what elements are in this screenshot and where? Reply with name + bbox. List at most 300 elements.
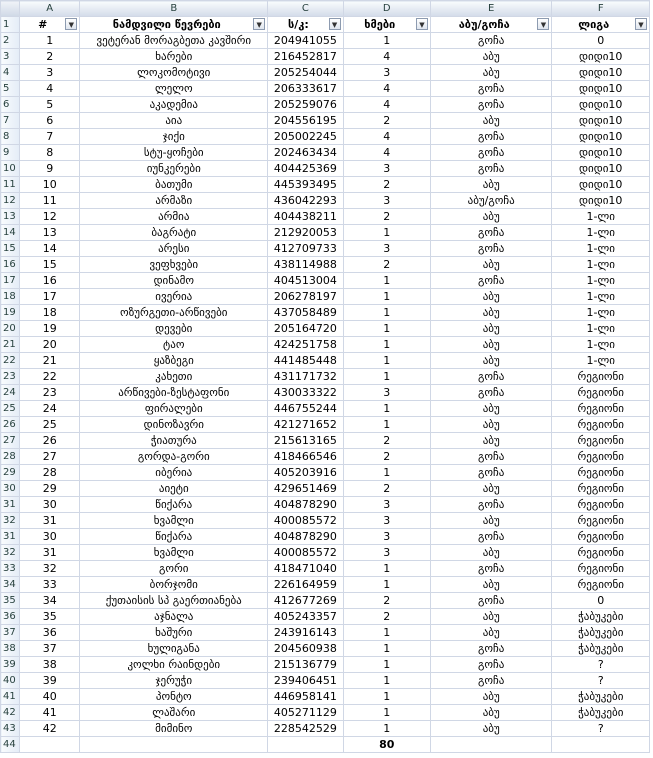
cell-votes[interactable]: 2 xyxy=(343,433,430,449)
cell-tax-id[interactable]: 205164720 xyxy=(268,321,343,337)
cell-votes[interactable]: 2 xyxy=(343,113,430,129)
cell-number[interactable]: 38 xyxy=(20,657,80,673)
cell-votes[interactable]: 1 xyxy=(343,689,430,705)
cell-number[interactable]: 17 xyxy=(20,289,80,305)
cell-votes[interactable]: 2 xyxy=(343,449,430,465)
cell-votes[interactable]: 4 xyxy=(343,97,430,113)
cell-votes[interactable]: 1 xyxy=(343,353,430,369)
cell-votes[interactable]: 3 xyxy=(343,193,430,209)
cell-tax-id[interactable]: 446755244 xyxy=(268,401,343,417)
row-header[interactable]: 9 xyxy=(1,145,20,161)
cell-tax-id[interactable]: 206278197 xyxy=(268,289,343,305)
dropdown-filter-icon[interactable]: ▼ xyxy=(635,18,647,30)
cell-league[interactable]: 1-ლი xyxy=(552,241,650,257)
cell-number[interactable]: 25 xyxy=(20,417,80,433)
cell-number[interactable]: 12 xyxy=(20,209,80,225)
cell-abu-gocha[interactable]: აბუ xyxy=(430,305,552,321)
cell-votes[interactable]: 1 xyxy=(343,225,430,241)
row-header[interactable]: 10 xyxy=(1,161,20,177)
row-header[interactable]: 3 xyxy=(1,49,20,65)
cell-member-name[interactable]: არმაზი xyxy=(80,193,268,209)
cell-league[interactable]: დიდი10 xyxy=(552,113,650,129)
dropdown-filter-icon[interactable]: ▼ xyxy=(253,18,265,30)
cell-votes[interactable]: 2 xyxy=(343,177,430,193)
cell-number[interactable]: 26 xyxy=(20,433,80,449)
cell-votes[interactable]: 1 xyxy=(343,321,430,337)
header-cell-id[interactable] xyxy=(268,17,343,33)
empty-cell[interactable] xyxy=(80,737,268,753)
row-header[interactable]: 21 xyxy=(1,337,20,353)
row-header[interactable]: 20 xyxy=(1,321,20,337)
column-header-e[interactable]: E xyxy=(430,1,552,17)
cell-abu-gocha[interactable]: გოჩა xyxy=(430,129,552,145)
cell-abu-gocha[interactable]: აბუ xyxy=(430,257,552,273)
cell-league[interactable]: რეგიონი xyxy=(552,481,650,497)
cell-member-name[interactable]: მიმინო xyxy=(80,721,268,737)
cell-tax-id[interactable]: 206333617 xyxy=(268,81,343,97)
cell-member-name[interactable]: აიეტი xyxy=(80,481,268,497)
cell-member-name[interactable]: აჯნალა xyxy=(80,609,268,625)
cell-member-name[interactable]: ხვამლი xyxy=(80,513,268,529)
cell-tax-id[interactable]: 205259076 xyxy=(268,97,343,113)
column-header-b[interactable]: B xyxy=(80,1,268,17)
dropdown-filter-icon[interactable]: ▼ xyxy=(329,18,341,30)
empty-cell[interactable] xyxy=(430,737,552,753)
cell-votes[interactable]: 3 xyxy=(343,545,430,561)
cell-number[interactable]: 31 xyxy=(20,545,80,561)
cell-tax-id[interactable]: 215613165 xyxy=(268,433,343,449)
cell-league[interactable]: რეგიონი xyxy=(552,369,650,385)
cell-votes[interactable]: 1 xyxy=(343,369,430,385)
cell-abu-gocha[interactable]: აბუ xyxy=(430,689,552,705)
cell-league[interactable]: რეგიონი xyxy=(552,385,650,401)
cell-member-name[interactable]: ვეტერან მორაგბეთა კავშირი xyxy=(80,33,268,49)
cell-number[interactable]: 7 xyxy=(20,129,80,145)
dropdown-filter-icon[interactable]: ▼ xyxy=(537,18,549,30)
column-header-a[interactable]: A xyxy=(20,1,80,17)
cell-number[interactable]: 2 xyxy=(20,49,80,65)
cell-member-name[interactable]: აკადემია xyxy=(80,97,268,113)
cell-abu-gocha[interactable]: აბუ xyxy=(430,609,552,625)
row-header[interactable]: 5 xyxy=(1,81,20,97)
cell-number[interactable]: 42 xyxy=(20,721,80,737)
cell-league[interactable]: რეგიონი xyxy=(552,433,650,449)
select-all-corner[interactable] xyxy=(1,1,20,17)
cell-member-name[interactable]: კოლხი რაინდები xyxy=(80,657,268,673)
row-header[interactable]: 35 xyxy=(1,593,20,609)
cell-tax-id[interactable]: 412709733 xyxy=(268,241,343,257)
cell-tax-id[interactable]: 216452817 xyxy=(268,49,343,65)
cell-league[interactable]: რეგიონი xyxy=(552,545,650,561)
cell-league[interactable]: რეგიონი xyxy=(552,417,650,433)
empty-cell[interactable] xyxy=(552,737,650,753)
row-header[interactable]: 16 xyxy=(1,257,20,273)
cell-member-name[interactable]: ხაშური xyxy=(80,625,268,641)
cell-member-name[interactable]: არესი xyxy=(80,241,268,257)
cell-member-name[interactable]: ვეფხვები xyxy=(80,257,268,273)
cell-league[interactable]: 0 xyxy=(552,33,650,49)
cell-league[interactable]: 1-ლი xyxy=(552,273,650,289)
cell-tax-id[interactable]: 424251758 xyxy=(268,337,343,353)
row-header[interactable]: 24 xyxy=(1,385,20,401)
row-header[interactable]: 39 xyxy=(1,657,20,673)
cell-number[interactable]: 11 xyxy=(20,193,80,209)
cell-member-name[interactable]: პონტო xyxy=(80,689,268,705)
header-cell-abu-gocha[interactable] xyxy=(430,17,552,33)
cell-tax-id[interactable]: 212920053 xyxy=(268,225,343,241)
cell-tax-id[interactable]: 430033322 xyxy=(268,385,343,401)
dropdown-filter-icon[interactable]: ▼ xyxy=(416,18,428,30)
cell-number[interactable]: 4 xyxy=(20,81,80,97)
cell-league[interactable]: რეგიონი xyxy=(552,561,650,577)
row-header[interactable]: 43 xyxy=(1,721,20,737)
cell-votes[interactable]: 3 xyxy=(343,497,430,513)
cell-abu-gocha[interactable]: აბუ xyxy=(430,545,552,561)
cell-league[interactable]: 1-ლი xyxy=(552,225,650,241)
cell-number[interactable]: 27 xyxy=(20,449,80,465)
cell-abu-gocha[interactable]: აბუ xyxy=(430,625,552,641)
cell-tax-id[interactable]: 205002245 xyxy=(268,129,343,145)
cell-abu-gocha[interactable]: აბუ xyxy=(430,113,552,129)
cell-number[interactable]: 21 xyxy=(20,353,80,369)
cell-league[interactable]: რეგიონი xyxy=(552,497,650,513)
cell-member-name[interactable]: იბერია xyxy=(80,465,268,481)
cell-member-name[interactable]: ფირალები xyxy=(80,401,268,417)
cell-number[interactable]: 41 xyxy=(20,705,80,721)
cell-league[interactable]: დიდი10 xyxy=(552,177,650,193)
cell-votes[interactable]: 4 xyxy=(343,49,430,65)
column-header-f[interactable]: F xyxy=(552,1,650,17)
cell-abu-gocha[interactable]: გოჩა xyxy=(430,225,552,241)
cell-number[interactable]: 34 xyxy=(20,593,80,609)
cell-member-name[interactable]: არწივები-ზესტაფონი xyxy=(80,385,268,401)
row-header[interactable]: 27 xyxy=(1,433,20,449)
cell-tax-id[interactable]: 405243357 xyxy=(268,609,343,625)
cell-number[interactable]: 16 xyxy=(20,273,80,289)
cell-member-name[interactable]: წიქარა xyxy=(80,497,268,513)
row-header[interactable]: 40 xyxy=(1,673,20,689)
cell-abu-gocha[interactable]: აბუ xyxy=(430,289,552,305)
cell-abu-gocha[interactable]: გოჩა xyxy=(430,161,552,177)
cell-number[interactable]: 31 xyxy=(20,513,80,529)
cell-abu-gocha[interactable]: აბუ xyxy=(430,337,552,353)
cell-number[interactable]: 33 xyxy=(20,577,80,593)
cell-abu-gocha[interactable]: გოჩა xyxy=(430,145,552,161)
cell-tax-id[interactable]: 437058489 xyxy=(268,305,343,321)
cell-tax-id[interactable]: 421271652 xyxy=(268,417,343,433)
row-header[interactable]: 29 xyxy=(1,465,20,481)
total-votes-cell[interactable]: 80 xyxy=(343,737,430,753)
cell-number[interactable]: 37 xyxy=(20,641,80,657)
cell-league[interactable]: რეგიონი xyxy=(552,465,650,481)
cell-league[interactable]: 1-ლი xyxy=(552,321,650,337)
cell-member-name[interactable]: სტუ-ყოჩები xyxy=(80,145,268,161)
cell-votes[interactable]: 1 xyxy=(343,561,430,577)
cell-tax-id[interactable]: 446958141 xyxy=(268,689,343,705)
header-cell-league[interactable] xyxy=(552,17,650,33)
cell-votes[interactable]: 1 xyxy=(343,289,430,305)
sort-filter-icon[interactable]: ▼ xyxy=(65,18,77,30)
cell-league[interactable]: ჭაბუკები xyxy=(552,705,650,721)
cell-votes[interactable]: 1 xyxy=(343,337,430,353)
cell-votes[interactable]: 2 xyxy=(343,593,430,609)
row-header[interactable]: 17 xyxy=(1,273,20,289)
row-header[interactable]: 2 xyxy=(1,33,20,49)
cell-league[interactable]: რეგიონი xyxy=(552,529,650,545)
cell-league[interactable]: დიდი10 xyxy=(552,81,650,97)
cell-league[interactable]: ? xyxy=(552,721,650,737)
cell-number[interactable]: 35 xyxy=(20,609,80,625)
row-header[interactable]: 12 xyxy=(1,193,20,209)
row-header[interactable]: 32 xyxy=(1,513,20,529)
cell-abu-gocha[interactable]: აბუ xyxy=(430,481,552,497)
cell-league[interactable]: დიდი10 xyxy=(552,65,650,81)
empty-cell[interactable] xyxy=(268,737,343,753)
cell-abu-gocha[interactable]: აბუ/გოჩა xyxy=(430,193,552,209)
cell-member-name[interactable]: ივერია xyxy=(80,289,268,305)
cell-number[interactable]: 28 xyxy=(20,465,80,481)
row-header[interactable]: 33 xyxy=(1,561,20,577)
cell-member-name[interactable]: ხვამლი xyxy=(80,545,268,561)
row-header[interactable]: 19 xyxy=(1,305,20,321)
cell-tax-id[interactable]: 202463434 xyxy=(268,145,343,161)
row-header[interactable]: 36 xyxy=(1,609,20,625)
cell-tax-id[interactable]: 226164959 xyxy=(268,577,343,593)
cell-member-name[interactable]: დინოზავრი xyxy=(80,417,268,433)
cell-votes[interactable]: 1 xyxy=(343,625,430,641)
row-header[interactable]: 37 xyxy=(1,625,20,641)
cell-member-name[interactable]: ბორჯომი xyxy=(80,577,268,593)
row-header[interactable]: 23 xyxy=(1,369,20,385)
cell-votes[interactable]: 1 xyxy=(343,673,430,689)
cell-number[interactable]: 9 xyxy=(20,161,80,177)
cell-abu-gocha[interactable]: გოჩა xyxy=(430,497,552,513)
row-header[interactable]: 30 xyxy=(1,481,20,497)
cell-tax-id[interactable]: 418466546 xyxy=(268,449,343,465)
row-header[interactable]: 1 xyxy=(1,17,20,33)
header-cell-votes[interactable] xyxy=(343,17,430,33)
cell-abu-gocha[interactable]: აბუ xyxy=(430,721,552,737)
cell-tax-id[interactable]: 404425369 xyxy=(268,161,343,177)
cell-tax-id[interactable]: 405203916 xyxy=(268,465,343,481)
cell-abu-gocha[interactable]: აბუ xyxy=(430,513,552,529)
cell-number[interactable]: 20 xyxy=(20,337,80,353)
row-header[interactable]: 25 xyxy=(1,401,20,417)
cell-tax-id[interactable]: 445393495 xyxy=(268,177,343,193)
cell-abu-gocha[interactable]: აბუ xyxy=(430,65,552,81)
cell-votes[interactable]: 2 xyxy=(343,609,430,625)
cell-votes[interactable]: 1 xyxy=(343,657,430,673)
row-header[interactable]: 44 xyxy=(1,737,20,753)
cell-votes[interactable]: 3 xyxy=(343,385,430,401)
header-cell-members[interactable] xyxy=(80,17,268,33)
cell-number[interactable]: 22 xyxy=(20,369,80,385)
cell-abu-gocha[interactable]: გოჩა xyxy=(430,561,552,577)
cell-league[interactable]: ? xyxy=(552,673,650,689)
cell-tax-id[interactable]: 418471040 xyxy=(268,561,343,577)
cell-abu-gocha[interactable]: გოჩა xyxy=(430,465,552,481)
cell-tax-id[interactable]: 243916143 xyxy=(268,625,343,641)
cell-number[interactable]: 32 xyxy=(20,561,80,577)
cell-member-name[interactable]: ჯიქი xyxy=(80,129,268,145)
row-header[interactable]: 26 xyxy=(1,417,20,433)
cell-tax-id[interactable]: 205254044 xyxy=(268,65,343,81)
cell-league[interactable]: ჭაბუკები xyxy=(552,609,650,625)
cell-number[interactable]: 30 xyxy=(20,497,80,513)
row-header[interactable]: 28 xyxy=(1,449,20,465)
cell-votes[interactable]: 1 xyxy=(343,305,430,321)
cell-number[interactable]: 24 xyxy=(20,401,80,417)
cell-votes[interactable]: 1 xyxy=(343,465,430,481)
cell-league[interactable]: 1-ლი xyxy=(552,209,650,225)
cell-abu-gocha[interactable]: აბუ xyxy=(430,353,552,369)
row-header[interactable]: 13 xyxy=(1,209,20,225)
row-header[interactable]: 18 xyxy=(1,289,20,305)
cell-tax-id[interactable]: 404878290 xyxy=(268,497,343,513)
cell-league[interactable]: ? xyxy=(552,657,650,673)
cell-tax-id[interactable]: 228542529 xyxy=(268,721,343,737)
cell-league[interactable]: ჭაბუკები xyxy=(552,689,650,705)
cell-number[interactable]: 3 xyxy=(20,65,80,81)
cell-tax-id[interactable]: 404878290 xyxy=(268,529,343,545)
row-header[interactable]: 31 xyxy=(1,529,20,545)
column-header-d[interactable]: D xyxy=(343,1,430,17)
cell-member-name[interactable]: დევები xyxy=(80,321,268,337)
cell-votes[interactable]: 3 xyxy=(343,65,430,81)
row-header[interactable]: 7 xyxy=(1,113,20,129)
cell-votes[interactable]: 1 xyxy=(343,705,430,721)
cell-number[interactable]: 40 xyxy=(20,689,80,705)
cell-number[interactable]: 30 xyxy=(20,529,80,545)
cell-league[interactable]: რეგიონი xyxy=(552,577,650,593)
cell-votes[interactable]: 4 xyxy=(343,129,430,145)
cell-votes[interactable]: 3 xyxy=(343,529,430,545)
cell-tax-id[interactable]: 436042293 xyxy=(268,193,343,209)
cell-abu-gocha[interactable]: გოჩა xyxy=(430,673,552,689)
cell-abu-gocha[interactable]: აბუ xyxy=(430,49,552,65)
row-header[interactable]: 11 xyxy=(1,177,20,193)
cell-member-name[interactable]: ქუთაისის სპ გაერთიანება xyxy=(80,593,268,609)
cell-league[interactable]: დიდი10 xyxy=(552,145,650,161)
cell-number[interactable]: 23 xyxy=(20,385,80,401)
row-header[interactable]: 14 xyxy=(1,225,20,241)
cell-tax-id[interactable]: 239406451 xyxy=(268,673,343,689)
cell-abu-gocha[interactable]: გოჩა xyxy=(430,241,552,257)
empty-cell[interactable] xyxy=(20,737,80,753)
cell-number[interactable]: 5 xyxy=(20,97,80,113)
cell-abu-gocha[interactable]: აბუ xyxy=(430,417,552,433)
cell-member-name[interactable]: აია xyxy=(80,113,268,129)
cell-votes[interactable]: 2 xyxy=(343,257,430,273)
cell-member-name[interactable]: ჯერუჭი xyxy=(80,673,268,689)
cell-number[interactable]: 14 xyxy=(20,241,80,257)
cell-abu-gocha[interactable]: აბუ xyxy=(430,705,552,721)
cell-number[interactable]: 1 xyxy=(20,33,80,49)
cell-league[interactable]: 1-ლი xyxy=(552,305,650,321)
cell-votes[interactable]: 1 xyxy=(343,641,430,657)
cell-abu-gocha[interactable]: გოჩა xyxy=(430,449,552,465)
cell-tax-id[interactable]: 400085572 xyxy=(268,513,343,529)
cell-league[interactable]: დიდი10 xyxy=(552,129,650,145)
row-header[interactable]: 34 xyxy=(1,577,20,593)
cell-league[interactable]: დიდი10 xyxy=(552,161,650,177)
cell-number[interactable]: 15 xyxy=(20,257,80,273)
cell-abu-gocha[interactable]: გოჩა xyxy=(430,369,552,385)
header-cell-number[interactable] xyxy=(20,17,80,33)
cell-league[interactable]: 1-ლი xyxy=(552,337,650,353)
cell-league[interactable]: 1-ლი xyxy=(552,289,650,305)
cell-member-name[interactable]: წიქარა xyxy=(80,529,268,545)
row-header[interactable]: 22 xyxy=(1,353,20,369)
cell-member-name[interactable]: ბათუმი xyxy=(80,177,268,193)
cell-number[interactable]: 29 xyxy=(20,481,80,497)
cell-votes[interactable]: 1 xyxy=(343,401,430,417)
cell-votes[interactable]: 1 xyxy=(343,417,430,433)
cell-votes[interactable]: 1 xyxy=(343,33,430,49)
cell-tax-id[interactable]: 438114988 xyxy=(268,257,343,273)
cell-league[interactable]: დიდი10 xyxy=(552,97,650,113)
cell-abu-gocha[interactable]: აბუ xyxy=(430,209,552,225)
cell-tax-id[interactable]: 404438211 xyxy=(268,209,343,225)
row-header[interactable]: 15 xyxy=(1,241,20,257)
cell-number[interactable]: 36 xyxy=(20,625,80,641)
cell-tax-id[interactable]: 441485448 xyxy=(268,353,343,369)
cell-member-name[interactable]: გორდა-გორი xyxy=(80,449,268,465)
cell-abu-gocha[interactable]: აბუ xyxy=(430,401,552,417)
column-header-c[interactable]: C xyxy=(268,1,343,17)
cell-votes[interactable]: 1 xyxy=(343,721,430,737)
cell-member-name[interactable]: ლოკომოტივი xyxy=(80,65,268,81)
row-header[interactable]: 4 xyxy=(1,65,20,81)
cell-abu-gocha[interactable]: გოჩა xyxy=(430,529,552,545)
cell-tax-id[interactable]: 204556195 xyxy=(268,113,343,129)
cell-member-name[interactable]: დინამო xyxy=(80,273,268,289)
cell-tax-id[interactable]: 429651469 xyxy=(268,481,343,497)
cell-member-name[interactable]: ჭიათურა xyxy=(80,433,268,449)
cell-league[interactable]: დიდი10 xyxy=(552,193,650,209)
cell-member-name[interactable]: ლელო xyxy=(80,81,268,97)
cell-votes[interactable]: 1 xyxy=(343,273,430,289)
cell-abu-gocha[interactable]: აბუ xyxy=(430,433,552,449)
cell-member-name[interactable]: არმია xyxy=(80,209,268,225)
cell-league[interactable]: 1-ლი xyxy=(552,353,650,369)
cell-votes[interactable]: 4 xyxy=(343,145,430,161)
cell-member-name[interactable]: ბაგრატი xyxy=(80,225,268,241)
cell-league[interactable]: დიდი10 xyxy=(552,49,650,65)
cell-votes[interactable]: 4 xyxy=(343,81,430,97)
cell-votes[interactable]: 2 xyxy=(343,209,430,225)
row-header[interactable]: 6 xyxy=(1,97,20,113)
row-header[interactable]: 38 xyxy=(1,641,20,657)
row-header[interactable]: 8 xyxy=(1,129,20,145)
cell-abu-gocha[interactable]: აბუ xyxy=(430,577,552,593)
cell-tax-id[interactable]: 431171732 xyxy=(268,369,343,385)
row-header[interactable]: 41 xyxy=(1,689,20,705)
cell-votes[interactable]: 3 xyxy=(343,161,430,177)
cell-number[interactable]: 13 xyxy=(20,225,80,241)
cell-league[interactable]: რეგიონი xyxy=(552,513,650,529)
cell-abu-gocha[interactable]: გოჩა xyxy=(430,273,552,289)
cell-member-name[interactable]: ლაშარი xyxy=(80,705,268,721)
cell-tax-id[interactable]: 215136779 xyxy=(268,657,343,673)
cell-member-name[interactable]: ოზურგეთი-არწივები xyxy=(80,305,268,321)
cell-member-name[interactable]: ხულიგანა xyxy=(80,641,268,657)
cell-league[interactable]: 1-ლი xyxy=(552,257,650,273)
cell-abu-gocha[interactable]: გოჩა xyxy=(430,81,552,97)
cell-member-name[interactable]: კახეთი xyxy=(80,369,268,385)
cell-number[interactable]: 10 xyxy=(20,177,80,193)
cell-abu-gocha[interactable]: გოჩა xyxy=(430,641,552,657)
